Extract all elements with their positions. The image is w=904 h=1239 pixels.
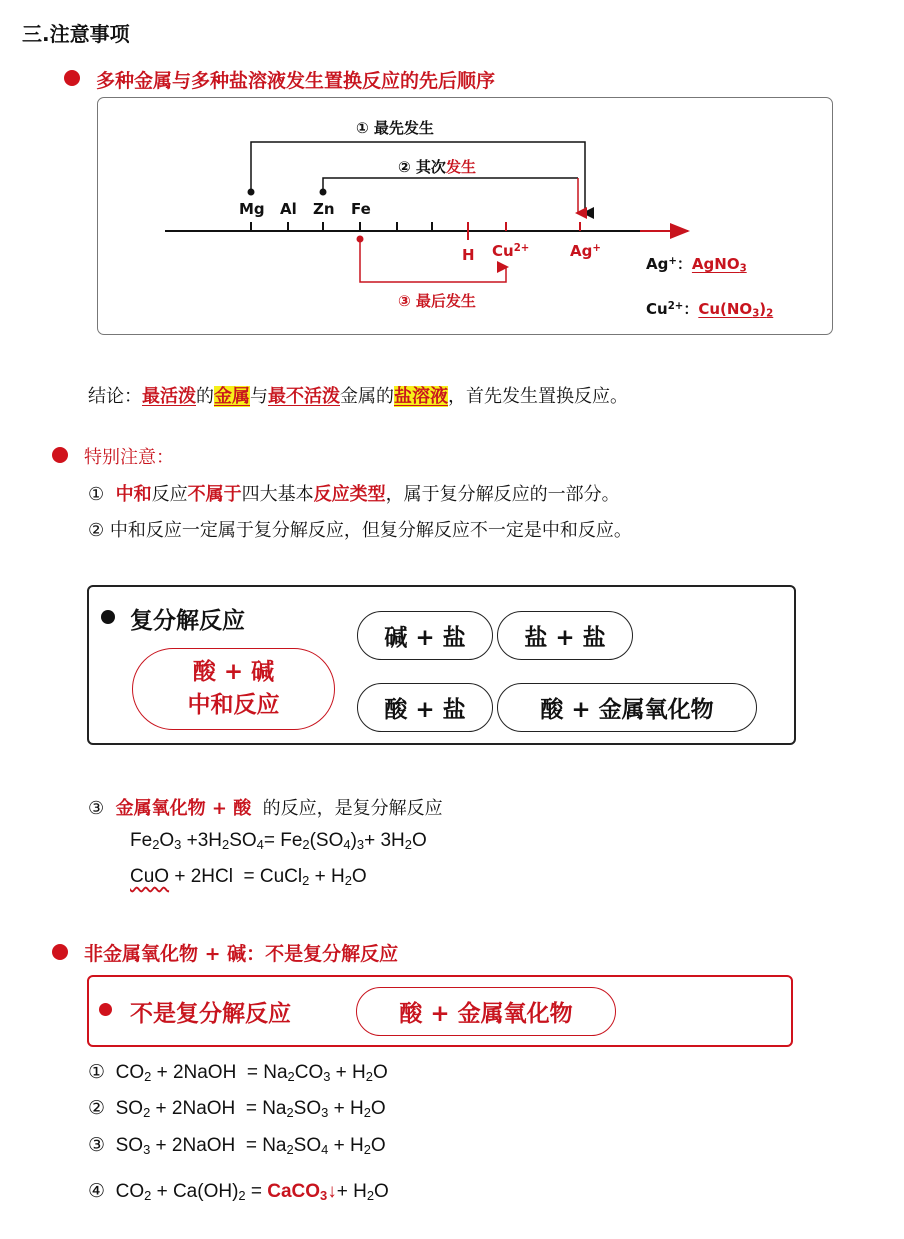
eq-part: + 2NaOH = Na: [150, 1135, 287, 1156]
eq-sub: 2: [363, 1142, 371, 1158]
eq-part: + H: [330, 1062, 366, 1083]
note-3-rest: 的反应，是复分解反应: [262, 798, 443, 819]
precipitate-arrow-icon: ↓: [327, 1181, 337, 1202]
eq-sub: 2: [404, 837, 412, 853]
note-1-e: 反应类型: [313, 484, 386, 505]
section2-heading: 特别注意：: [84, 447, 174, 468]
note-item-1: [88, 480, 620, 506]
eq-part: SO: [293, 1135, 322, 1156]
section3-heading: 非金属氧化物 + 碱：不是复分解反应: [84, 943, 399, 965]
eq-part-cuo: CuO: [130, 866, 170, 887]
eq-part: SO: [293, 1098, 322, 1119]
eq-sub: 3: [320, 1188, 328, 1204]
eq-sub: 2: [144, 1188, 152, 1204]
eq-part: Fe: [130, 830, 153, 851]
note-1-f: ，属于复分解反应的一部分。: [385, 484, 620, 505]
conclusion-p6: 最不活泼: [268, 386, 340, 407]
label-second-red: 发生: [445, 158, 476, 176]
pill-salt-salt: 盐 + 盐: [497, 611, 633, 660]
bullet-dot: [101, 610, 115, 624]
legend-cu-colon: ：: [683, 300, 699, 318]
eq-sub: 2: [363, 1105, 371, 1121]
eq-part: CO: [115, 1181, 145, 1202]
note-1-a: 中和: [115, 484, 152, 505]
equation-fe2o3: [130, 830, 427, 852]
legend-ag-formula-text: AgNO: [691, 255, 740, 273]
eq-sub: 2: [286, 1105, 294, 1121]
conclusion-p9: ，首先发生置换反应。: [448, 386, 628, 407]
reaction-order-lines: [0, 0, 904, 400]
legend-cu-formula-text: Cu(NO: [698, 300, 753, 318]
precipitate-caco3: [267, 1181, 327, 1202]
eq-sub: 2: [287, 1069, 295, 1085]
equation-3: [88, 1134, 386, 1157]
eq-sub: 4: [321, 1142, 329, 1158]
eq-part: + H: [336, 1181, 367, 1202]
eq-sub: 2: [365, 1069, 373, 1085]
legend-cu-sub2: 2: [766, 308, 774, 320]
note-item-3: [88, 794, 443, 820]
eq-sub: 2: [143, 1105, 151, 1121]
metal-al: Al: [280, 200, 297, 218]
legend-ag-colon: ：: [676, 255, 692, 273]
legend-cu-sup: 2+: [667, 300, 684, 312]
eq-part: + 3H: [364, 830, 405, 851]
eq-sub: 2: [302, 837, 310, 853]
label-first: ① 最先发生: [356, 119, 434, 137]
eq-sub: 2: [366, 1188, 375, 1204]
eq-part: +3H: [181, 830, 223, 851]
equation-2: [88, 1097, 386, 1120]
label-second-prefix: ② 其次: [398, 158, 446, 176]
eq-part: + H: [328, 1135, 364, 1156]
pill-acid-metal-oxide-red: 酸 + 金属氧化物: [356, 987, 616, 1036]
eq-part: ): [350, 830, 357, 851]
legend-ag-sub: 3: [739, 263, 747, 275]
eq-part: CaCO: [267, 1181, 321, 1202]
neutralization-line-1: 酸 + 碱: [192, 658, 275, 685]
note-3-red: 金属氧化物 + 酸: [115, 798, 252, 819]
eq-part: O: [370, 1135, 386, 1156]
eq-sub: 3: [143, 1142, 151, 1158]
eq-part: SO: [229, 830, 257, 851]
metal-zn: Zn: [313, 200, 335, 218]
legend-ag-formula: [692, 255, 747, 273]
eq-part: O: [351, 866, 367, 887]
label-second: [398, 156, 476, 177]
eq-sub: 3: [321, 1105, 329, 1121]
conclusion: [88, 382, 628, 408]
eq-part: =: [245, 1181, 268, 1202]
eq-part: SO: [115, 1135, 144, 1156]
eq-part: (SO: [309, 830, 344, 851]
eq-sub: 2: [152, 837, 160, 853]
legend-cu: [646, 298, 773, 319]
eq-part: + 2NaOH = Na: [151, 1062, 288, 1083]
eq-part: SO: [115, 1098, 144, 1119]
eq-sub: 2: [344, 873, 352, 889]
note-1-b: 反应: [151, 484, 188, 505]
eq-num: ③: [88, 1135, 106, 1156]
eq-part: + 2HCl = CuCl: [169, 866, 303, 887]
eq-sub: 3: [174, 837, 182, 853]
conclusion-p2: 最活泼: [142, 386, 196, 407]
eq-sub: 4: [256, 837, 264, 853]
eq-part: = Fe: [263, 830, 303, 851]
bullet-dot: [52, 447, 68, 463]
eq-part: + 2NaOH = Na: [150, 1098, 287, 1119]
legend-cu-sub: 3: [752, 308, 760, 320]
eq-part: O: [370, 1098, 386, 1119]
conclusion-p3: 的: [196, 386, 214, 407]
label-cu-sup: 2+: [513, 242, 530, 254]
eq-sub: 2: [222, 837, 230, 853]
label-ag-ion: [570, 242, 601, 260]
note-1-d: 四大基本: [241, 484, 314, 505]
eq-num: ①: [88, 1062, 106, 1083]
eq-part: O: [159, 830, 175, 851]
note-item-2: ② 中和反应一定属于复分解反应，但复分解反应不一定是中和反应。: [88, 520, 632, 541]
equation-1: [88, 1061, 388, 1084]
label-cu-text: Cu: [492, 242, 514, 260]
label-cu-ion: [492, 242, 529, 260]
legend-cu-formula: [698, 300, 773, 318]
eq-part: + H: [309, 866, 345, 887]
eq-sub: 2: [144, 1069, 152, 1085]
label-last: ③ 最后发生: [398, 292, 476, 310]
eq-sub: 2: [286, 1142, 294, 1158]
eq-part: O: [372, 1062, 388, 1083]
legend-ag-sup: +: [668, 255, 677, 267]
conclusion-p4: 金属: [214, 386, 250, 407]
pill-acid-salt: 酸 + 盐: [357, 683, 493, 732]
eq-sub: 3: [323, 1069, 331, 1085]
note-1-c: 不属于: [187, 484, 242, 505]
eq-part: + Ca(OH): [151, 1181, 239, 1202]
eq-part: CO: [115, 1062, 145, 1083]
box3-title: 不是复分解反应: [130, 1001, 291, 1027]
label-ag-text: Ag: [570, 242, 593, 260]
label-h: H: [462, 246, 475, 264]
metal-mg: Mg: [239, 200, 265, 218]
eq-part: O: [411, 830, 427, 851]
eq-num: ④: [88, 1181, 106, 1202]
bullet-dot: [52, 944, 68, 960]
equation-cuo: [130, 866, 367, 888]
legend-ag-label: Ag: [646, 255, 669, 273]
eq-sub: 3: [356, 837, 365, 853]
conclusion-p7: 金属的: [340, 386, 394, 407]
label-ag-sup: +: [592, 242, 601, 254]
page-title: 三.注意事项: [22, 22, 130, 46]
metal-fe: Fe: [351, 200, 371, 218]
eq-sub: 4: [343, 837, 351, 853]
eq-part: O: [374, 1181, 389, 1202]
conclusion-p1: 结论：: [88, 386, 142, 407]
eq-sub: 2: [302, 873, 310, 889]
eq-part: + H: [328, 1098, 364, 1119]
note-3-num: ③: [88, 798, 105, 819]
eq-num: ②: [88, 1098, 106, 1119]
legend-cu-close: ): [759, 300, 767, 318]
neutralization-line-2: 中和反应: [187, 692, 280, 718]
conclusion-p5: 与: [250, 386, 268, 407]
legend-cu-label: Cu: [646, 300, 668, 318]
section1-heading: 多种金属与多种盐溶液发生置换反应的先后顺序: [96, 70, 496, 92]
legend-ag: [646, 253, 747, 274]
note-1-num: ①: [88, 484, 105, 505]
pill-acid-metal-oxide: 酸 + 金属氧化物: [497, 683, 757, 732]
eq-part: CO: [294, 1062, 324, 1083]
pill-base-salt: 碱 + 盐: [357, 611, 493, 660]
conclusion-p8: 盐溶液: [394, 386, 448, 407]
bullet-dot: [99, 1003, 112, 1016]
eq-sub: 2: [238, 1188, 246, 1204]
neutralization-pill: [132, 648, 335, 730]
box-title: 复分解反应: [130, 608, 245, 634]
equation-4: [88, 1180, 389, 1203]
